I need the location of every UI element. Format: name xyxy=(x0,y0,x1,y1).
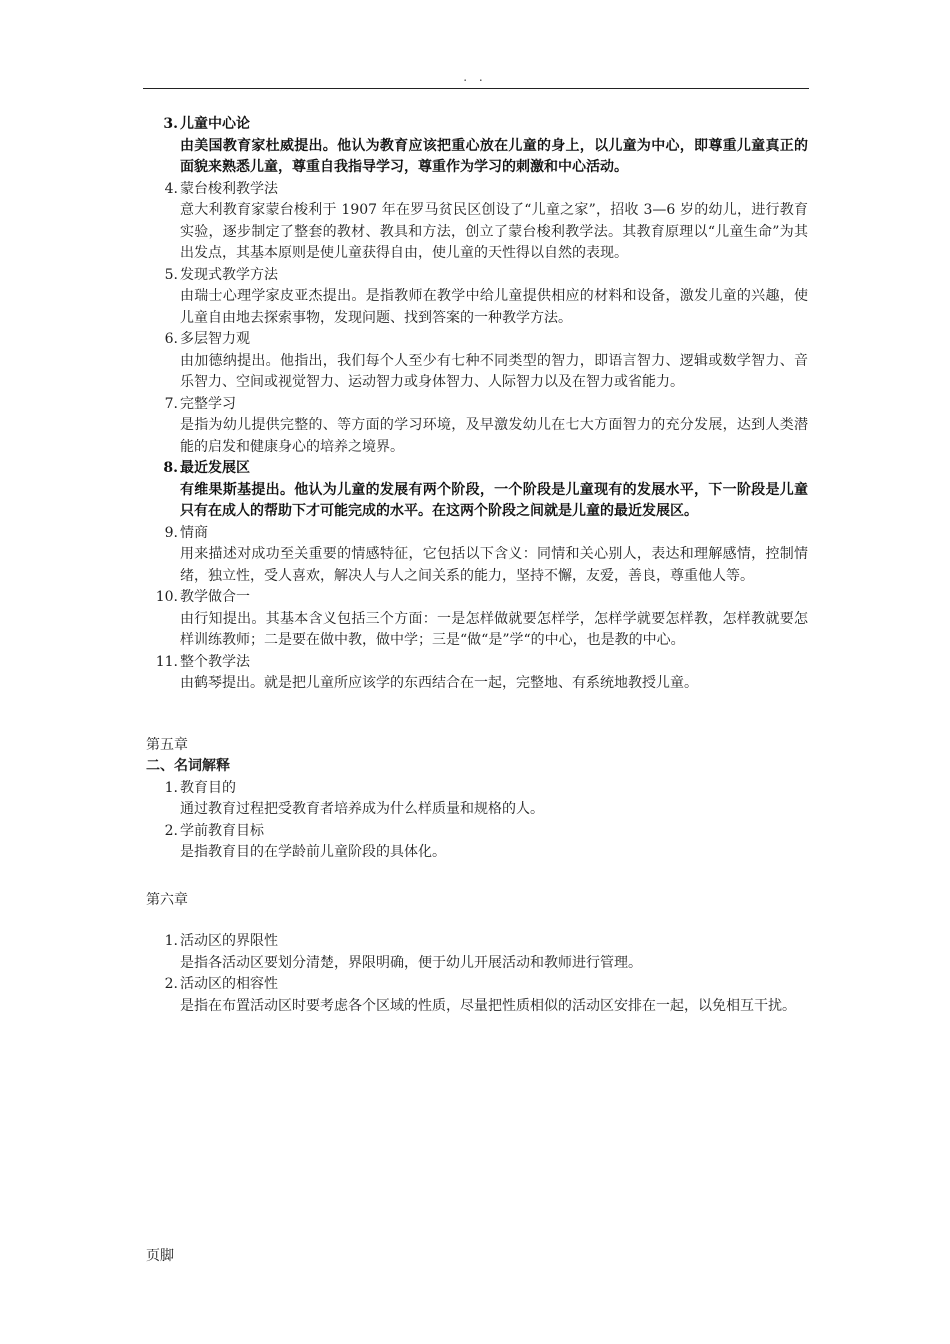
term-title: 发现式教学方法 xyxy=(180,266,278,283)
term-item xyxy=(146,931,808,974)
term-item xyxy=(146,265,808,330)
term-number: 1. xyxy=(164,779,178,796)
term-item xyxy=(146,974,808,1017)
term-title: 儿童中心论 xyxy=(180,116,250,132)
term-title: 整个教学法 xyxy=(180,653,250,670)
term-number: 7. xyxy=(164,395,178,412)
term-number: 1. xyxy=(164,933,178,949)
blank-line xyxy=(146,911,808,931)
term-number: 6. xyxy=(164,331,178,347)
term-title: 多层智力观 xyxy=(180,331,250,347)
header-dots: . . xyxy=(463,70,487,84)
term-number: 3. xyxy=(163,116,178,132)
term-number: 2. xyxy=(164,976,178,992)
term-item xyxy=(146,821,808,864)
term-definition: 由鹤琴提出。就是把儿童所应该学的东西结合在一起，完整地、有系统地教授儿童。 xyxy=(180,675,698,691)
term-definition: 通过教育过程把受教育者培养成为什么样质量和规格的人。 xyxy=(180,801,544,817)
term-title: 情商 xyxy=(180,524,208,541)
term-definition: 用来描述对成功至关重要的情感特征，它包括以下含义：同情和关心别人，表达和理解感情，控制情绪，独立性，受人喜欢，解决人与人之间关系的能力，坚持不懈，友爱，善良，尊重他人等。 xyxy=(180,546,808,584)
term-definition: 是指各活动区要划分清楚，界限明确，便于幼儿开展活动和教师进行管理。 xyxy=(180,954,642,971)
term-item xyxy=(146,652,808,695)
term-definition: 是指教育目的在学龄前儿童阶段的具体化。 xyxy=(180,844,446,860)
term-item xyxy=(146,458,808,523)
term-definition: 是指在布置活动区时要考虑各个区域的性质，尽量把性质相似的活动区安排在一起，以免相互干扰。 xyxy=(180,997,796,1014)
term-title: 活动区的相容性 xyxy=(180,976,278,992)
term-definition: 意大利教育家蒙台梭利于 1907 年在罗马贫民区创设了“儿童之家”，招收 3—6 岁的幼儿，进行教育实验，逐步制定了整套的教材、教具和方法，创立了蒙台梭利教学法。其教育原理以“儿童生命”为其出发点，其基本原则是使儿童获得自由，使儿童的天性得以自然的表现。 xyxy=(180,202,808,261)
term-number: 2. xyxy=(164,822,178,839)
header-rule xyxy=(143,88,809,89)
term-item xyxy=(146,587,808,652)
term-item xyxy=(146,329,808,394)
term-title: 教育目的 xyxy=(180,779,236,796)
term-definition: 有维果斯基提出。他认为儿童的发展有两个阶段，一个阶段是儿童现有的发展水平，下一阶段是儿童只有在成人的帮助下才可能完成的水平。在这两个阶段之间就是儿童的最近发展区。 xyxy=(180,481,808,519)
term-number: 10. xyxy=(155,589,178,605)
chapter-six-label: 第六章 xyxy=(146,891,188,908)
term-definition: 由加德纳提出。他指出，我们每个人至少有七种不同类型的智力，即语言智力、逻辑或数学智力、音乐智力、空间或视觉智力、运动智力或身体智力、人际智力以及在智力或省能力。 xyxy=(180,352,808,390)
term-title: 活动区的界限性 xyxy=(180,933,278,949)
term-number: 4. xyxy=(164,180,178,197)
term-number: 11. xyxy=(155,653,178,670)
term-definition: 由美国教育家杜威提出。他认为教育应该把重心放在儿童的身上，以儿童为中心，即尊重儿童真正的面貌来熟悉儿童，尊重自我指导学习，尊重作为学习的刺激和中心活动。 xyxy=(180,137,808,175)
term-item xyxy=(146,394,808,459)
term-title: 教学做合一 xyxy=(180,589,250,605)
term-definition: 是指为幼儿提供完整的、等方面的学习环境，及早激发幼儿在七大方面智力的充分发展，达到人类潜能的启发和健康身心的培养之境界。 xyxy=(180,417,808,455)
term-number: 5. xyxy=(164,266,178,283)
section-title: 二、名词解释 xyxy=(146,758,230,774)
term-title: 蒙台梭利教学法 xyxy=(180,180,278,197)
term-definition: 由瑞士心理学家皮亚杰提出。是指教师在教学中给儿童提供相应的材料和设备，激发儿童的兴趣，使儿童自由地去探索事物，发现问题、找到答案的一种教学方法。 xyxy=(180,288,808,326)
term-item xyxy=(146,523,808,588)
chapter-five-label: 第五章 xyxy=(146,736,188,753)
term-item xyxy=(146,778,808,821)
page-footer: 页脚 xyxy=(146,1248,174,1264)
document-body xyxy=(146,114,808,1017)
term-item xyxy=(146,179,808,265)
term-title: 最近发展区 xyxy=(180,460,250,476)
term-number: 9. xyxy=(164,524,178,541)
term-title: 完整学习 xyxy=(180,395,236,412)
term-number: 8. xyxy=(163,460,178,476)
term-definition: 由行知提出。其基本含义包括三个方面：一是怎样做就要怎样学，怎样学就要怎样教，怎样教就要怎样训练教师；二是要在做中教，做中学；三是“做“是”学“的中心，也是教的中心。 xyxy=(180,610,808,648)
term-item xyxy=(146,114,808,179)
term-title: 学前教育目标 xyxy=(180,822,264,839)
